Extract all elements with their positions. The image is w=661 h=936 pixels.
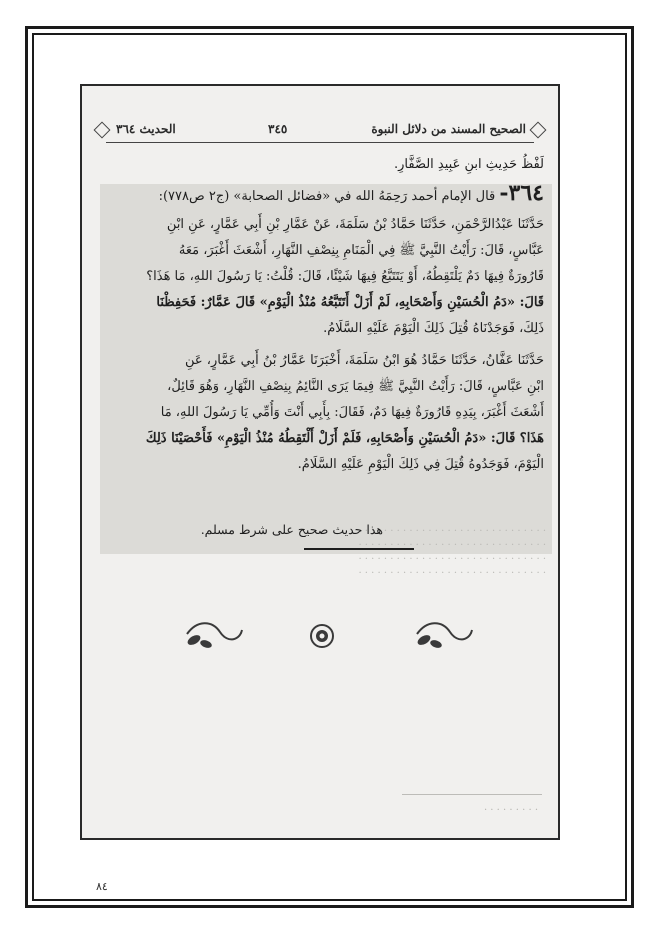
- faded-footnote: . . . . . . . . .: [483, 802, 538, 813]
- text-line: ذَلِكَ، فَوَجَدْنَاهُ قُتِلَ ذَلِكَ الْيَوْمَ عَلَيْهِ السَّلَامُ.: [323, 321, 544, 336]
- authenticity-verdict: هذا حديث صحيح على شرط مسلم.: [200, 522, 383, 537]
- text-line: الْيَوْمَ، فَوَجَدُوهُ قُتِلَ فِي ذَلِكَ الْيَوْمِ عَلَيْهِ السَّلَامُ.: [297, 457, 544, 472]
- text-line: قَارُورَةٌ فِيهَا دَمٌ يَلْتَقِطُهُ، أَوْ يَتَتَبَّعُ فِيهَا شَيْئًا، قَالَ: قُلْتُ: يَا رَسُولَ اللهِ، مَا هَذَا؟: [146, 269, 544, 284]
- verdict-underline: [304, 548, 414, 550]
- book-running-header: [96, 122, 544, 144]
- hadith-heading: [108, 178, 544, 212]
- header-ornament-icon: [530, 122, 547, 139]
- floral-ornaments-icon: [82, 606, 560, 666]
- text-line: حَدَّثَنَا عَبْدُالرَّحْمَنِ، حَدَّثَنَا حَمَّادُ بْنُ سَلَمَةَ، عَنْ عَمَّارِ بْنِ أَبِي عَمَّارٍ، عَنِ ابْنِ: [166, 217, 544, 232]
- book-body-text: [108, 152, 544, 478]
- hadith-source: قال الإمام أحمد رَحِمَهُ الله في «فضائل الصحابة» (ج٢ ص٧٧٨):: [158, 189, 496, 204]
- text-line: حَدَّثَنَا عَفَّانُ، حَدَّثَنَا حَمَّادُ هُوَ ابْنُ سَلَمَةَ، أَخْبَرَنَا عَمَّارُ بْنُ أَبِي عَمَّارٍ، عَنِ: [185, 353, 544, 368]
- header-hadith-label: الحديث ٣٦٤: [116, 122, 176, 136]
- faded-background-text: . . . . . . . . . . . . . . . . . . . . . . . . . . . . . . . . . . . . . . . . . . . . . . . . . . . . . . . . . . . . . . . . . . . . . . . . . . . . . . . . . . . . . . . . . . . . . . . . . . . . . . . . . . . . . . . . . . . . . . . .: [358, 523, 546, 576]
- text-line: ابْنِ عَبَّاسٍ، قَالَ: رَأَيْتُ النَّبِيَّ ﷺ فِيمَا يَرَى النَّائِمُ بِنِصْفِ النَّهَارِ، وَهُوَ قَائِلٌ،: [167, 379, 544, 394]
- text-line: قَالَ: «دَمُ الْحُسَيْنِ وَأَصْحَابِهِ، لَمْ أَزَلْ أَتَتَبَّعُهُ مُنْذُ الْيَوْمِ» قَالَ عَمَّارٌ: فَحَفِظْنَا: [156, 295, 544, 310]
- header-rule: [106, 142, 534, 143]
- text-line: أَشْعَثَ أَغْبَرَ، بِيَدِهِ قَارُورَةٌ فِيهَا دَمٌ، فَقَالَ: بِأَبِي أَنْتَ وَأُمِّي يَا رَسُولَ اللهِ، مَا: [160, 405, 544, 420]
- page-number: ٨٤: [96, 880, 108, 893]
- book-title: الصحيح المسند من دلائل النبوة: [371, 122, 526, 136]
- scanned-book-page: [80, 84, 560, 840]
- hadith-number: ٣٦٤-: [499, 180, 544, 206]
- text-line: عَبَّاسٍ، قَالَ: رَأَيْتُ النَّبِيَّ ﷺ فِي الْمَنَامِ بِنِصْفِ النَّهَارِ، أَشْعَثَ أَغْبَرَ، مَعَهُ: [178, 243, 544, 258]
- book-page-number: ٣٤٥: [268, 122, 288, 136]
- header-ornament-icon: [94, 122, 111, 139]
- footnote-rule: [402, 794, 542, 795]
- ornament-row: [82, 606, 558, 646]
- text-line: هَذَا؟ قَالَ: «دَمُ الْحُسَيْنِ وَأَصْحَابِهِ، فَلَمْ أَزَلْ أَلْتَقِطُهُ مُنْذُ الْيَوْمِ» فَأَحْصَيْنَا ذَلِكَ: [145, 431, 544, 446]
- intro-line: لَفْظُ حَدِيثِ ابنِ عَبِيدِ الصَّفَّارِ.: [394, 157, 544, 172]
